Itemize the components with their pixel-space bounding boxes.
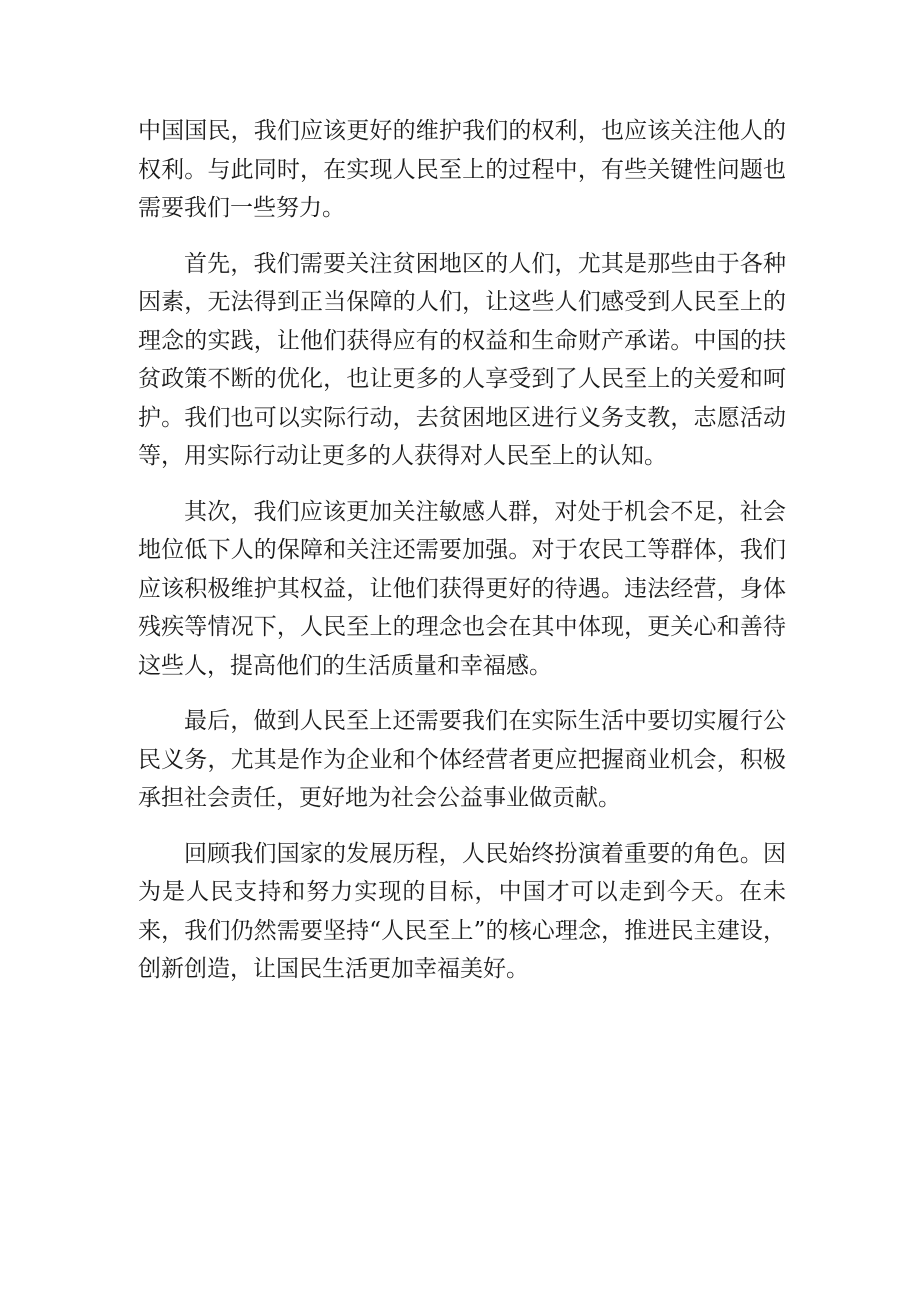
- paragraph-1: 中国国民，我们应该更好的维护我们的权利，也应该关注他人的权利。与此同时，在实现人民至上的过程中，有些关键性问题也需要我们一些努力。: [138, 118, 786, 221]
- paragraph-3: 其次，我们应该更加关注敏感人群，对处于机会不足，社会地位低下人的保障和关注还需要加强。对于农民工等群体，我们应该积极维护其权益，让他们获得更好的待遇。违法经营，身体残疾等情况下，人民至上的理念也会在其中体现，更关心和善待这些人，提高他们的生活质量和幸福感。: [138, 498, 786, 679]
- paragraph-2: 首先，我们需要关注贫困地区的人们，尤其是那些由于各种因素，无法得到正当保障的人们，让这些人们感受到人民至上的理念的实践，让他们获得应有的权益和生命财产承诺。中国的扶贫政策不断的优化，也让更多的人享受到了人民至上的关爱和呵护。我们也可以实际行动，去贫困地区进行义务支教，志愿活动等，用实际行动让更多的人获得对人民至上的认知。: [138, 250, 786, 469]
- paragraph-5: 回顾我们国家的发展历程，人民始终扮演着重要的角色。因为是人民支持和努力实现的目标，中国才可以走到今天。在未来，我们仍然需要坚持“人民至上”的核心理念，推进民主建设，创新创造，让国民生活更加幸福美好。: [138, 840, 786, 982]
- paragraph-4: 最后，做到人民至上还需要我们在实际生活中要切实履行公民义务，尤其是作为企业和个体经营者更应把握商业机会，积极承担社会责任，更好地为社会公益事业做贡献。: [138, 708, 786, 811]
- document-body: [138, 112, 786, 1006]
